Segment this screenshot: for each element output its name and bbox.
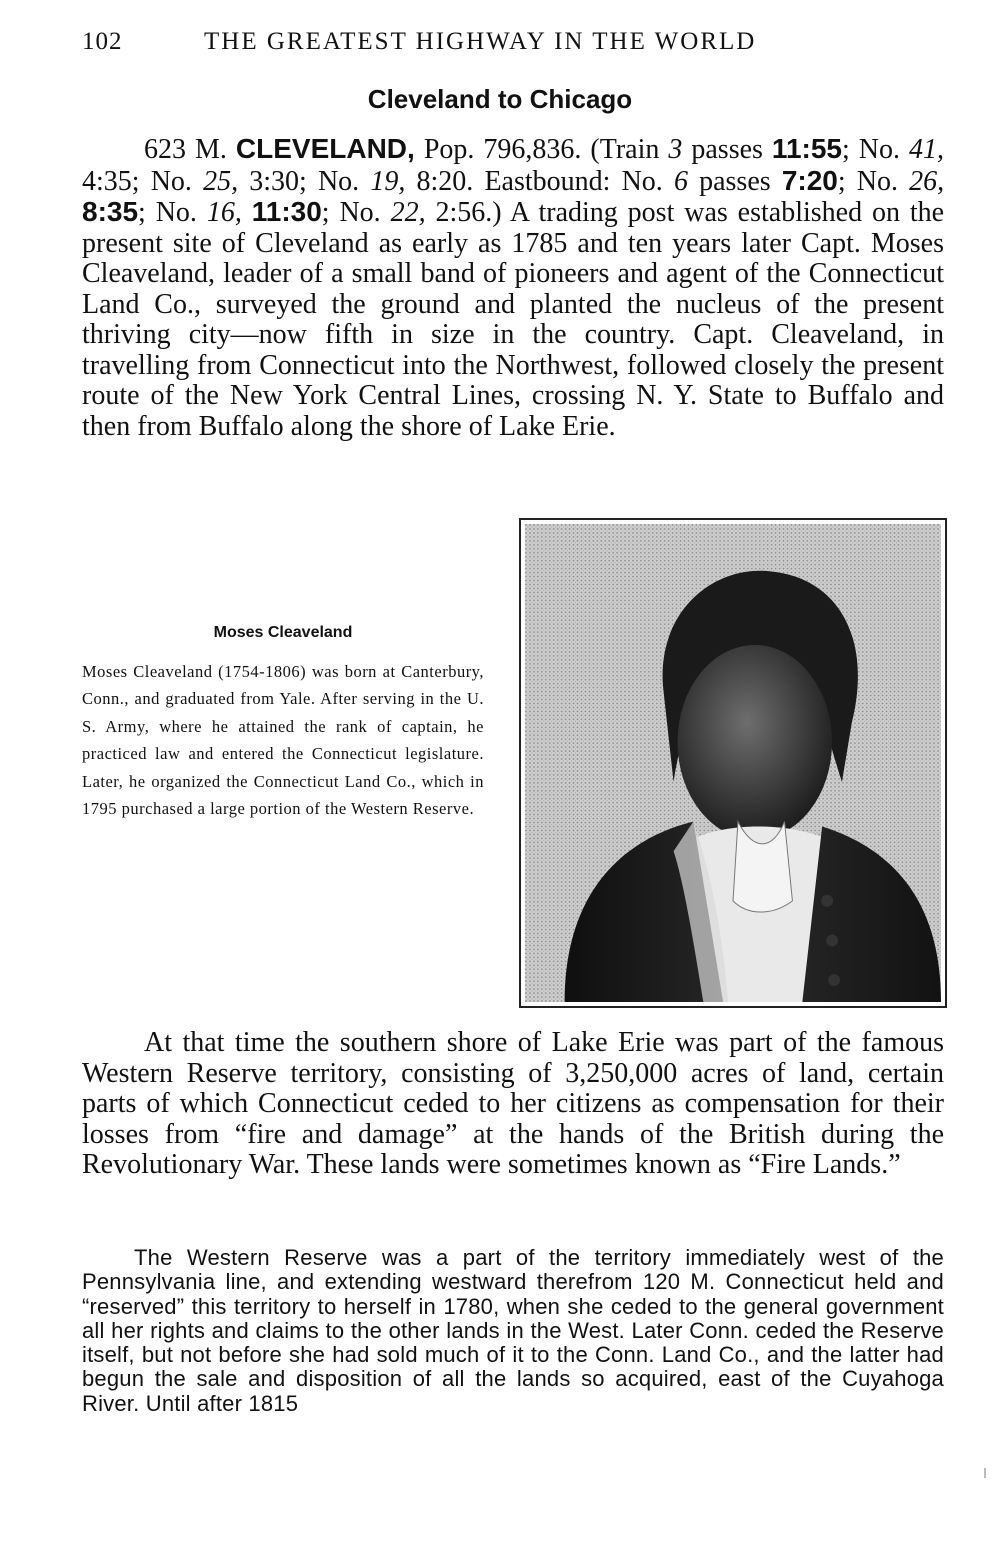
train-time: 8:20. [416, 165, 474, 197]
cleveland-entry [82, 134, 944, 442]
train-time: 8:35 [82, 196, 139, 227]
no-label: ; No. [321, 197, 381, 228]
train-number: 22, [390, 197, 426, 228]
entry-mileage: 623 M. [144, 134, 227, 165]
train-number: 6 [673, 165, 688, 197]
portrait-caption [82, 624, 484, 822]
train-time: 11:30 [251, 196, 322, 227]
train-prefix: (Train [590, 134, 660, 165]
no-label: ; No. [131, 165, 192, 197]
caption-text: Moses Cleaveland (1754-1806) was born at Canterbury, Conn., and graduated from Yale. After serving in the U. S. Army, where he attained the rank of captain, he practiced law and entered the Connecticut legislature. Later, he organized the Connecticut Land Co., which in 1795 purchased a large portion of the Western Reserve. [82, 662, 484, 819]
western-reserve-paragraph: At that time the southern shore of Lake Erie was part of the famous Western Reserve territory, consisting of 3,250,000 acres of land, certain parts of which Connecticut ceded to her citizens as compensation for their losses from “fire and damage” at the hands of the British during the Revolutionary War. These lands were sometimes known as “Fire Lands.” [82, 1027, 944, 1180]
book-title: THE GREATEST HIGHWAY IN THE WORLD [204, 28, 757, 55]
train-time: 3:30 [249, 165, 300, 197]
entry-population: Pop. 796,836. [423, 134, 582, 165]
coat-button [828, 974, 840, 986]
entry-body: A trading post was established on the present site of Cleveland as early as 1785 and ten years later Capt. Moses Cleaveland, leader of a small band of pioneers and agent of the Connecticut Land Co., surveyed the ground and planted the nucleus of the present thriving city—now fifth in size in the country. Capt. Cleaveland, in travelling from Connecticut into the Northwest, followed closely the present route of the New York Central Lines, crossing N. Y. State to Buffalo and then from Buffalo along the shore of Lake Erie. [82, 197, 945, 442]
no-label: ; No. [842, 134, 900, 165]
train-number: 3 [668, 134, 683, 165]
coat-button [826, 935, 838, 947]
no-label: ; No. [837, 165, 899, 197]
passes-label: passes [691, 134, 763, 165]
train-time: 2:56.) [435, 197, 502, 228]
train-number: 25, [203, 165, 239, 197]
train-number: 41, [909, 134, 944, 165]
train-time: 7:20 [781, 164, 838, 196]
eastbound-label: Eastbound: No. [484, 165, 663, 197]
train-number: 19, [370, 165, 406, 197]
moses-cleaveland-portrait [519, 518, 947, 1008]
no-label: ; No. [138, 197, 197, 228]
passes-label: passes [699, 165, 771, 197]
caption-title: Moses Cleaveland [213, 624, 353, 641]
coat-button [821, 895, 833, 907]
entry-city: CLEVELAND, [235, 133, 415, 164]
train-number: 16, [206, 197, 242, 228]
face [678, 645, 833, 839]
section-heading: Cleveland to Chicago [367, 84, 633, 114]
portrait-image [525, 524, 941, 1002]
no-label: ; No. [299, 165, 360, 197]
margin-mark [984, 1468, 986, 1478]
train-time: 4:35 [82, 165, 132, 197]
western-reserve-detail-paragraph: The Western Reserve was a part of the territory immediately west of the Pennsylvania line, and extending westward therefrom 120 M. Connecticut held and “reserved” this territory to herself in 1780, when she ceded to the general government all her rights and claims to the other lands in the West. Later Conn. ceded the Reserve itself, but not before she had sold much of it to the Conn. Land Co., and the latter had begun the sale and disposition of all the lands so acquired, east of the Cuyahoga River. Until after 1815 [82, 1245, 944, 1416]
train-time: 11:55 [771, 133, 842, 164]
page-number: 102 [82, 28, 123, 55]
train-number: 26, [909, 165, 945, 197]
